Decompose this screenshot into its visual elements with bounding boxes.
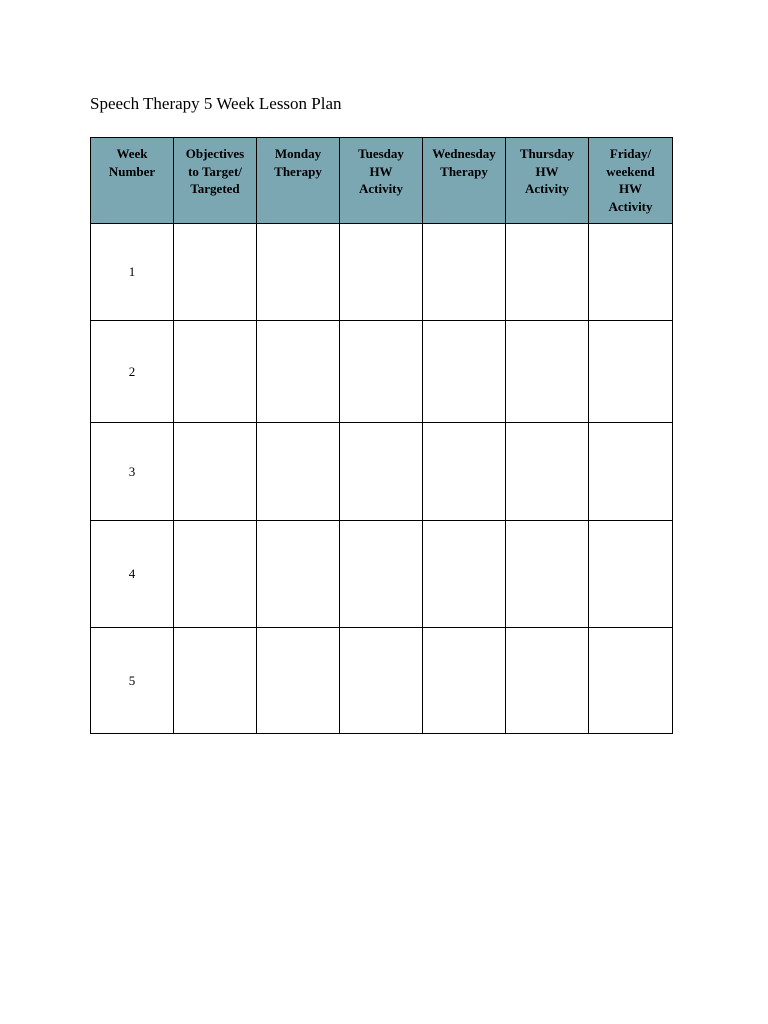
wednesday-therapy-cell [423, 628, 506, 734]
monday-therapy-cell [257, 521, 340, 628]
table-row [91, 321, 673, 423]
tuesday-hw-cell [340, 321, 423, 423]
header-tuesday-hw-activity: Tuesday HW Activity [340, 138, 423, 224]
week-number-cell: 1 [91, 224, 174, 321]
wednesday-therapy-cell [423, 423, 506, 521]
friday-weekend-hw-cell [589, 224, 673, 321]
thursday-hw-cell [506, 321, 589, 423]
objectives-cell [174, 321, 257, 423]
header-wednesday-therapy: Wednesday Therapy [423, 138, 506, 224]
header-monday-therapy: Monday Therapy [257, 138, 340, 224]
thursday-hw-cell [506, 423, 589, 521]
monday-therapy-cell [257, 423, 340, 521]
header-week-number: Week Number [91, 138, 174, 224]
table-row [91, 224, 673, 321]
header-friday-weekend-hw-activity: Friday/ weekend HW Activity [589, 138, 673, 224]
objectives-cell [174, 224, 257, 321]
tuesday-hw-cell [340, 224, 423, 321]
tuesday-hw-cell [340, 628, 423, 734]
tuesday-hw-cell [340, 423, 423, 521]
table-row [91, 521, 673, 628]
table-row [91, 628, 673, 734]
monday-therapy-cell [257, 224, 340, 321]
objectives-cell [174, 628, 257, 734]
table-row [91, 423, 673, 521]
wednesday-therapy-cell [423, 321, 506, 423]
document-title: Speech Therapy 5 Week Lesson Plan [90, 94, 342, 113]
week-number-cell: 5 [91, 628, 174, 734]
friday-weekend-hw-cell [589, 423, 673, 521]
thursday-hw-cell [506, 224, 589, 321]
friday-weekend-hw-cell [589, 521, 673, 628]
header-objectives: Objectives to Target/ Targeted [174, 138, 257, 224]
objectives-cell [174, 423, 257, 521]
thursday-hw-cell [506, 628, 589, 734]
monday-therapy-cell [257, 628, 340, 734]
week-number-cell: 2 [91, 321, 174, 423]
friday-weekend-hw-cell [589, 321, 673, 423]
tuesday-hw-cell [340, 521, 423, 628]
week-number-cell: 3 [91, 423, 174, 521]
header-thursday-hw-activity: Thursday HW Activity [506, 138, 589, 224]
table-header-row [91, 138, 673, 224]
wednesday-therapy-cell [423, 521, 506, 628]
friday-weekend-hw-cell [589, 628, 673, 734]
objectives-cell [174, 521, 257, 628]
monday-therapy-cell [257, 321, 340, 423]
thursday-hw-cell [506, 521, 589, 628]
week-number-cell: 4 [91, 521, 174, 628]
wednesday-therapy-cell [423, 224, 506, 321]
lesson-plan-table [90, 137, 673, 734]
